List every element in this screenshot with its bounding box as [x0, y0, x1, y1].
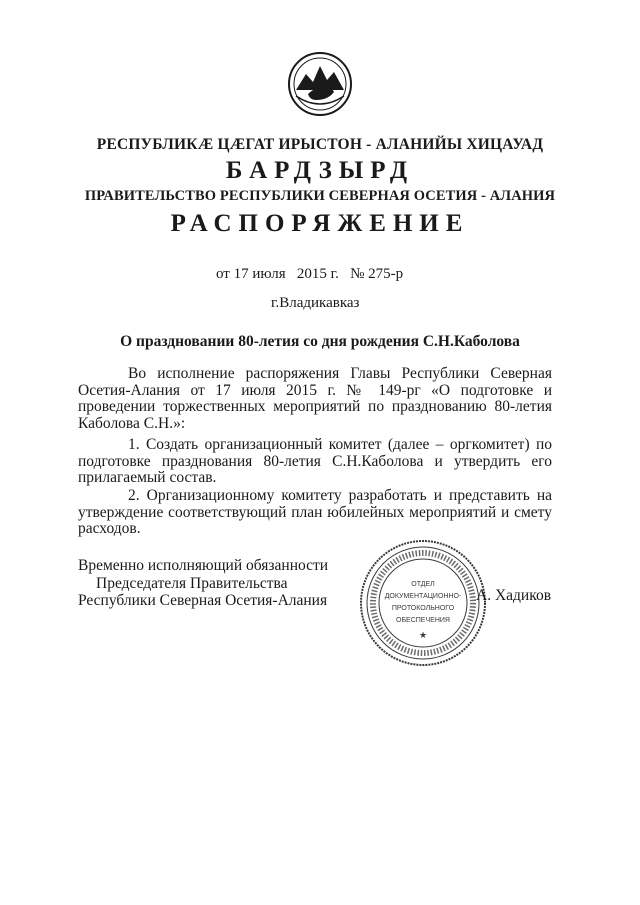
stamp-star-icon: ★	[418, 630, 428, 640]
signatory-title-line-2: Председателя Правительства	[96, 575, 288, 592]
government-header: ПРАВИТЕЛЬСТВО РЕСПУБЛИКИ СЕВЕРНАЯ ОСЕТИЯ - АЛАНИЯ	[84, 188, 556, 204]
stamp-text-line-2: ДОКУМЕНТАЦИОННО-	[384, 593, 462, 600]
document-type: РАСПОРЯЖЕНИЕ	[170, 210, 470, 237]
body-paragraph-item-2: 2. Организационному комитету разработать и представить на утверждение соответствующий план юбилейных мероприятий и смету расходов.	[78, 487, 552, 537]
document-date-number: от 17 июля 2015 г. № 275-р	[216, 266, 404, 282]
stamp-text-line-3: ПРОТОКОЛЬНОГО	[391, 605, 455, 612]
body-paragraph-preamble: Во исполнение распоряжения Главы Республики Северная Осетия-Алания от 17 июля 2015 г. № 149-рг «О подготовке и проведении торжественных мероприятий по празднованию 80-летия Каболова С.Н.»:	[78, 365, 552, 432]
coat-of-arms-icon	[286, 50, 354, 118]
official-seal-stamp	[358, 538, 488, 668]
signatory-title-line-1: Временно исполняющий обязанности	[78, 557, 329, 574]
stamp-text-line-1: ОТДЕЛ	[411, 581, 435, 588]
document-city: г.Владикавказ	[271, 295, 360, 311]
body-paragraph-item-1: 1. Создать организационный комитет (далее – оргкомитет) по подготовке празднования 80-летия С.Н.Каболова и утвердить его прилагаемый состав.	[78, 436, 552, 486]
ossetian-document-type: БАРДЗЫРД	[225, 157, 415, 184]
stamp-text-line-4: ОБЕСПЕЧЕНИЯ	[396, 617, 450, 624]
signatory-title-line-3: Республики Северная Осетия-Алания	[78, 592, 328, 609]
ossetian-government-header: РЕСПУБЛИКÆ ЦÆГАТ ИРЫСТОН - АЛАНИЙЫ ХИЦАУАД	[96, 136, 544, 153]
signatory-name: А. Хадиков	[476, 587, 552, 604]
document-title: О праздновании 80-летия со дня рождения С.Н.Каболова	[120, 333, 520, 350]
